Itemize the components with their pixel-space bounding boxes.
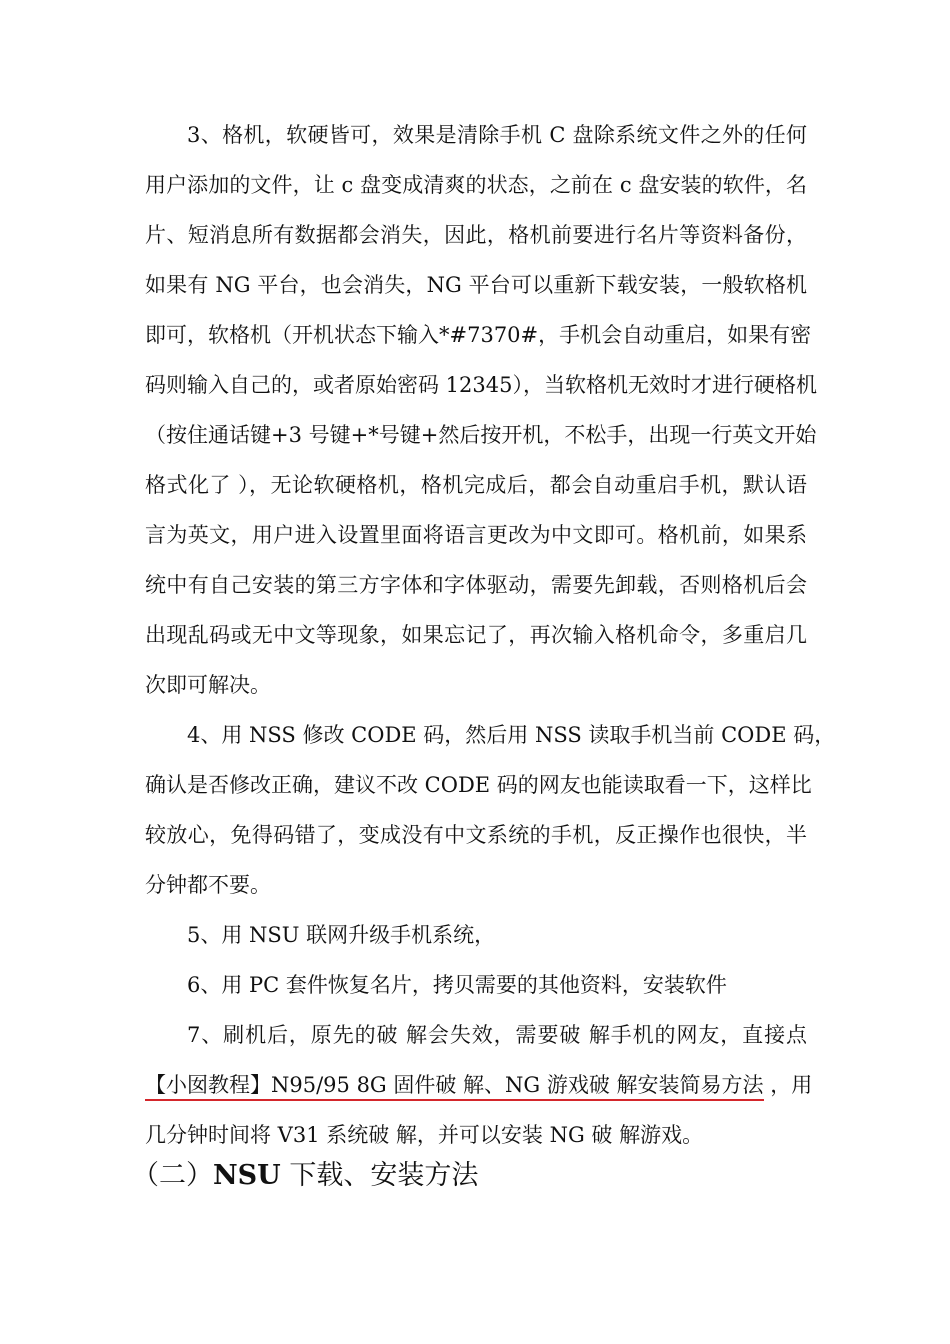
paragraph-3-line-5: 即可，软格机（开机状态下输入*#7370#，手机会自动重启，如果有密 — [145, 323, 812, 347]
paragraph-3-line-6: 码则输入自己的，或者原始密码 12345），当软格机无效时才进行硬格机 — [145, 373, 817, 397]
paragraph-3-line-7: （按住通话键+3 号键+*号键+然后按开机，不松手，出现一行英文开始 — [145, 423, 817, 447]
paragraph-7-line-1: 7、刷机后，原先的破 解会失效，需要破 解手机的网友，直接点 — [187, 1023, 807, 1047]
paragraph-3-line-2: 用户添加的文件，让 c 盘变成清爽的状态，之前在 c 盘安装的软件，名 — [145, 173, 807, 197]
paragraph-5: 5、用 NSU 联网升级手机系统， — [187, 923, 496, 947]
section-heading-bold: NSU — [213, 1160, 281, 1191]
paragraph-3-line-8: 格式化了 ），无论软硬格机，格机完成后，都会自动重启手机，默认语 — [145, 473, 807, 497]
paragraph-3-line-9: 言为英文，用户进入设置里面将语言更改为中文即可。格机前，如果系 — [145, 523, 807, 547]
section-heading-suffix: 下载、安装方法 — [280, 1160, 479, 1191]
paragraph-6: 6、用 PC 套件恢复名片，拷贝需要的其他资料，安装软件 — [187, 973, 727, 997]
paragraph-4-line-1: 4、用 NSS 修改 CODE 码，然后用 NSS 读取手机当前 CODE 码， — [187, 723, 836, 747]
paragraph-3-line-1: 3、格机，软硬皆可，效果是清除手机 C 盘除系统文件之外的任何 — [187, 123, 807, 147]
paragraph-7-line-2 — [145, 1071, 813, 1099]
paragraph-7-link-suffix: ，用 — [763, 1073, 813, 1097]
paragraph-3-line-12: 次即可解决。 — [145, 673, 271, 697]
paragraph-4-line-4: 分钟都不要。 — [145, 873, 271, 897]
paragraph-3-line-3: 片、短消息所有数据都会消失，因此，格机前要进行名片等资料备份， — [145, 223, 807, 247]
section-heading — [132, 1158, 478, 1194]
section-heading-prefix: （二） — [132, 1160, 213, 1191]
paragraph-3-line-10: 统中有自己安装的第三方字体和字体驱动，需要先卸载，否则格机后会 — [145, 573, 807, 597]
paragraph-4-line-2: 确认是否修改正确，建议不改 CODE 码的网友也能读取看一下，这样比 — [145, 773, 812, 797]
paragraph-7-line-3: 几分钟时间将 V31 系统破 解，并可以安装 NG 破 解游戏。 — [145, 1123, 704, 1147]
paragraph-3-line-11: 出现乱码或无中文等现象，如果忘记了，再次输入格机命令，多重启几 — [145, 623, 807, 647]
paragraph-4-line-3: 较放心，免得码错了，变成没有中文系统的手机，反正操作也很快，半 — [145, 823, 807, 847]
paragraph-3-line-4: 如果有 NG 平台，也会消失，NG 平台可以重新下载安装，一般软格机 — [145, 273, 807, 297]
tutorial-link[interactable]: 【小囡教程】N95/95 8G 固件破 解、NG 游戏破 解安装简易方法 — [145, 1073, 764, 1101]
